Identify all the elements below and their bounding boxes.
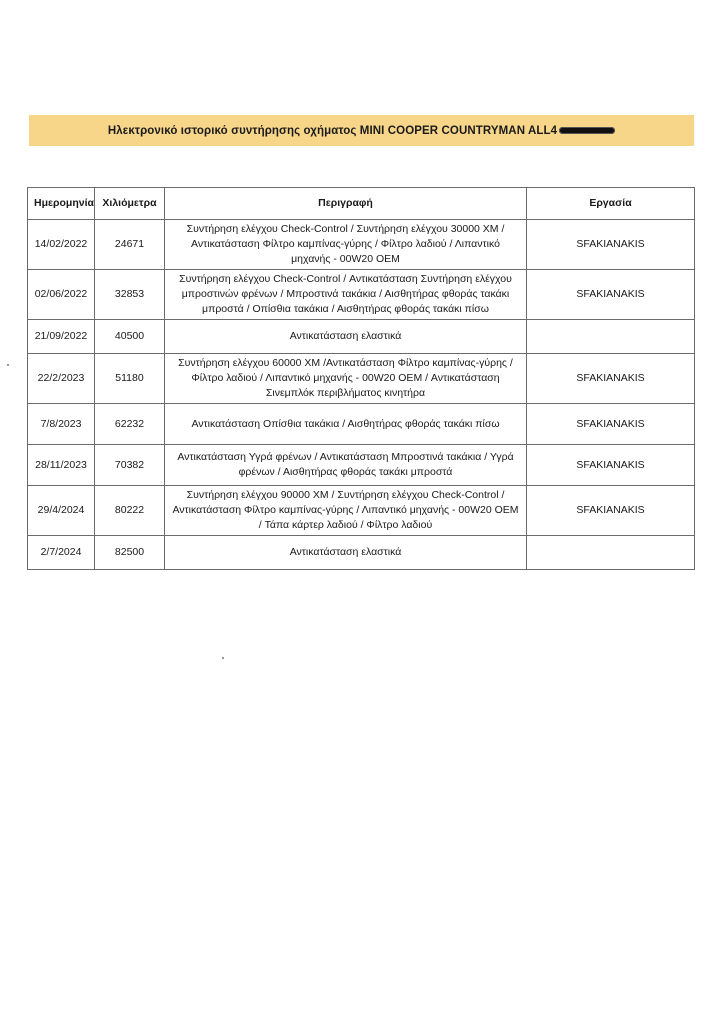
cell-date: 28/11/2023 — [28, 445, 95, 486]
header-work: Εργασία — [527, 188, 695, 220]
table-row — [28, 220, 695, 270]
cell-km: 70382 — [95, 445, 165, 486]
table-row — [28, 486, 695, 536]
cell-work: SFAKIANAKIS — [527, 404, 695, 445]
cell-date: 29/4/2024 — [28, 486, 95, 536]
document-title-bar — [29, 115, 694, 146]
cell-description: Αντικατάσταση Οπίσθια τακάκια / Αισθητήρας φθοράς τακάκι πίσω — [165, 404, 527, 445]
cell-work — [527, 536, 695, 570]
cell-km: 80222 — [95, 486, 165, 536]
cell-date: 2/7/2024 — [28, 536, 95, 570]
cell-description: Αντικατάσταση ελαστικά — [165, 536, 527, 570]
table-row — [28, 536, 695, 570]
table-row — [28, 354, 695, 404]
header-description: Περιγραφή — [165, 188, 527, 220]
cell-date: 14/02/2022 — [28, 220, 95, 270]
cell-work: SFAKIANAKIS — [527, 220, 695, 270]
cell-description: Αντικατάσταση ελαστικά — [165, 320, 527, 354]
scan-speck — [222, 657, 224, 659]
maintenance-history-table — [27, 187, 695, 570]
table-row — [28, 445, 695, 486]
cell-km: 24671 — [95, 220, 165, 270]
cell-description: Αντικατάσταση Υγρά φρένων / Αντικατάσταση Μπροστινά τακάκια / Υγρά φρένων / Αισθητήρας φθοράς τακάκι μπροστά — [165, 445, 527, 486]
cell-km: 62232 — [95, 404, 165, 445]
cell-work: SFAKIANAKIS — [527, 445, 695, 486]
cell-km: 51180 — [95, 354, 165, 404]
table-header-row — [28, 188, 695, 220]
cell-description: Συντήρηση ελέγχου Check-Control / Συντήρηση ελέγχου 30000 ΧΜ / Αντικατάσταση Φίλτρο καμπίνας-γύρης / Φίλτρο λαδιού / Λιπαντικό μηχανής - 00W20 OEM — [165, 220, 527, 270]
table-row — [28, 320, 695, 354]
cell-work — [527, 320, 695, 354]
cell-km: 40500 — [95, 320, 165, 354]
table-row — [28, 270, 695, 320]
table-row — [28, 404, 695, 445]
cell-description: Συντήρηση ελέγχου 60000 ΧΜ /Αντικατάσταση Φίλτρο καμπίνας-γύρης / Φίλτρο λαδιού / Λιπαντικό μηχανής - 00W20 OEM / Αντικατάσταση Σινεμπλόκ περιβλήματος κινητήρα — [165, 354, 527, 404]
header-date: Ημερομηνία — [28, 188, 95, 220]
cell-date: 22/2/2023 — [28, 354, 95, 404]
cell-work: SFAKIANAKIS — [527, 354, 695, 404]
cell-date: 21/09/2022 — [28, 320, 95, 354]
cell-work: SFAKIANAKIS — [527, 270, 695, 320]
document-title: Ηλεκτρονικό ιστορικό συντήρησης οχήματος MINI COOPER COUNTRYMAN ALL4 — [107, 124, 558, 137]
cell-description: Συντήρηση ελέγχου Check-Control / Αντικατάσταση Συντήρηση ελέγχου μπροστινών φρένων / Μπροστινά τακάκια / Αισθητήρας φθοράς τακάκι μπροστά / Οπίσθια τακάκια / Αισθητήρας φθοράς τακάκι πίσω — [165, 270, 527, 320]
cell-description: Συντήρηση ελέγχου 90000 ΧΜ / Συντήρηση ελέγχου Check-Control / Αντικατάσταση Φίλτρο καμπίνας-γύρης / Λιπαντικό μηχανής - 00W20 OEM / Τάπα κάρτερ λαδιού / Φίλτρο λαδιού — [165, 486, 527, 536]
scan-speck — [7, 364, 9, 366]
cell-date: 7/8/2023 — [28, 404, 95, 445]
cell-km: 32853 — [95, 270, 165, 320]
cell-work: SFAKIANAKIS — [527, 486, 695, 536]
header-km: Χιλιόμετρα — [95, 188, 165, 220]
redacted-plate-mark — [559, 127, 615, 134]
cell-date: 02/06/2022 — [28, 270, 95, 320]
cell-km: 82500 — [95, 536, 165, 570]
